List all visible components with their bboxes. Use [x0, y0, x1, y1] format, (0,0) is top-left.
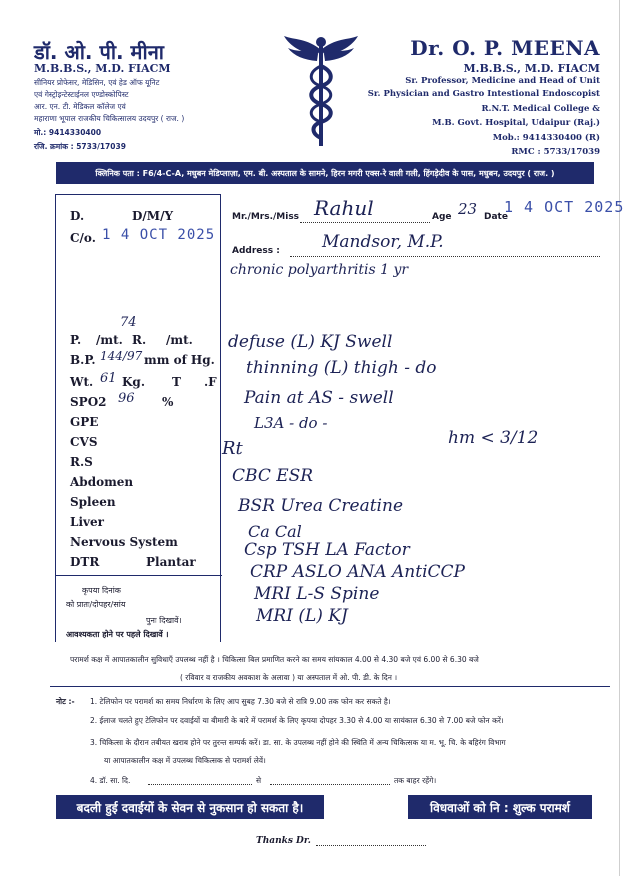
- bp-label: B.P.: [70, 353, 96, 367]
- note-label: नोट :-: [56, 697, 75, 706]
- resp-label: R.: [132, 333, 147, 347]
- dtr-label: DTR: [70, 555, 100, 569]
- rx-note-8: CBC ESR: [232, 466, 314, 486]
- note-2: 2. ईलाज चलते हुए टेलिफोन पर दवाईयों या बीमारी के बारे में परामर्श के लिए कृपया दोपहर 3.30 से 4.00 या सायंकाल 6.30 से 7.00 बजे फोन करें।: [90, 716, 504, 725]
- designation-1: Sr. Professor, Medicine and Head of Unit: [405, 76, 600, 86]
- note-1: 1. टेलिफोन पर परामर्श का समय निर्धारण के लिए आप सुबह 7.30 बजे से रात्रि 9.00 तक फोन कर सकते है।: [90, 697, 391, 706]
- rx-note-5: L3A - do -: [254, 414, 328, 432]
- clinic-address-band: क्लिनिक पता : F6/4-C-A, मधुबन मेडिप्लाज़ा, एम. बी. अस्पताल के सामने, हिरन मगरी एक्स-रे वाली गली, हिंगड़ेदीव के पास, मधुबन, उदयपुर ( राज. ): [56, 162, 594, 184]
- doctor-degrees: M.B.B.S., M.D. FIACM: [463, 62, 600, 75]
- co-date-stamp: 1 4 OCT 2025: [102, 227, 216, 243]
- exam-spleen: Spleen: [70, 495, 116, 509]
- thanks-label: Thanks Dr.: [256, 836, 311, 846]
- dmy-label: D/M/Y: [132, 209, 174, 223]
- doctor-name: Dr. O. P. MEENA: [410, 36, 600, 60]
- registration-hindi: रजि. क्रमांक : 5733/17039: [34, 142, 126, 151]
- exam-rs: R.S: [70, 455, 93, 469]
- rx-note-4: Pain at AS - swell: [244, 388, 394, 408]
- designation-hindi-3: आर. एन. टी. मेडिकल कॉलेज एवं: [34, 102, 126, 111]
- designation-4: M.B. Govt. Hospital, Udaipur (Raj.): [432, 118, 600, 128]
- doctor-degrees-hindi: M.B.B.S., M.D. FIACM: [34, 62, 171, 75]
- address-label: Address :: [232, 246, 280, 256]
- rx-note-2: defuse (L) KJ Swell: [228, 332, 393, 352]
- footer-divider: [50, 686, 610, 687]
- rx-note-13: MRI L-S Spine: [254, 584, 380, 604]
- patient-name-handwritten: Rahul: [314, 196, 374, 220]
- co-label: C/o.: [70, 231, 96, 245]
- spo2-unit: %: [162, 395, 174, 409]
- exam-cvs: CVS: [70, 435, 98, 449]
- bp-unit: mm of Hg.: [144, 353, 215, 367]
- followup-line-4: आवश्यकता होने पर पहले दिखावें ।: [66, 630, 169, 639]
- date-label: D.: [70, 209, 85, 223]
- note-4-start: 4. डॉ. सा. दि.: [90, 776, 131, 785]
- doctor-name-hindi: डॉ. ओ. पी. मीना: [34, 40, 164, 64]
- rx-note-7: hm < 3/12: [448, 428, 539, 448]
- weight-value-handwritten: 61: [100, 371, 117, 386]
- spo2-label: SPO2: [70, 395, 107, 409]
- designation-hindi-1: सीनियर प्रोफेसर, मेडिसिन, एवं हेड ऑफ यूनिट: [34, 78, 160, 87]
- exam-gpe: GPE: [70, 415, 99, 429]
- emergency-notice-1: परामर्श कक्ष में आपातकालीन सुविधाएँ उपलब्ध नहीं है । चिकित्सा बिल प्रमाणित करने का समय सांयकाल 4.00 से 4.30 बजे एवं 6.00 से 6.30 बजे: [70, 655, 479, 664]
- followup-line-1: कृपया दिनांक: [82, 586, 121, 595]
- thanks-dotline: [316, 845, 426, 846]
- caduceus-icon: [282, 30, 360, 150]
- weight-unit: Kg.: [122, 375, 145, 389]
- designation-3: R.N.T. Medical College &: [481, 104, 600, 114]
- emergency-notice-2: ( रविवार व राजकीय अवकाश के अलावा ) या अस्पताल में ओ. पी. डी. के दिन ।: [180, 673, 398, 682]
- rx-note-10: Ca Cal: [248, 522, 302, 541]
- rx-note-3: thinning (L) thigh - do: [246, 358, 437, 378]
- rx-note-6: Rt: [222, 438, 243, 459]
- temp-unit: .F: [204, 375, 217, 389]
- exam-abdomen: Abdomen: [70, 475, 134, 489]
- patient-name-label: Mr./Mrs./Miss: [232, 212, 300, 222]
- note-3a: 3. चिकित्सा के दौरान तबीयत खराब होने पर तुरन्त सम्पर्क करें। डा. सा. के उपलब्ध नहीं होने की स्थिति में अन्य चिकित्सक या म. भू. चि. के बहिरंग विभाग: [90, 738, 506, 747]
- designation-hindi-4: महाराणा भूपाल राजकीय चिकित्सालय उदयपुर ( राज. ): [34, 114, 185, 123]
- scan-edge-line: [619, 0, 620, 876]
- rmc-number: RMC : 5733/17039: [511, 147, 600, 157]
- followup-divider: [56, 575, 222, 576]
- rx-note-11: Csp TSH LA Factor: [244, 540, 410, 560]
- pulse-unit: /mt.: [96, 333, 123, 347]
- designation-2: Sr. Physician and Gastro Intestional Endoscopist: [367, 89, 600, 99]
- bp-value-handwritten: 144/97: [100, 349, 143, 363]
- weight-label: Wt.: [70, 375, 94, 389]
- rx-note-9: BSR Urea Creatine: [238, 496, 404, 516]
- temp-label: T: [172, 375, 181, 389]
- note-4-dotline-2: [270, 784, 390, 785]
- designation-hindi-2: एवं गेस्ट्रोइन्टेस्टाईनल एण्डोस्कोपिस्ट: [34, 90, 129, 99]
- date-label-right: Date: [484, 212, 508, 222]
- pulse-label: P.: [70, 333, 82, 347]
- resp-rate-handwritten: 74: [120, 315, 137, 330]
- medicine-warning-bar: बदली हुई दवाईयों के सेवन से नुकसान हो सकता है।: [56, 795, 324, 819]
- address-dotline: [290, 256, 600, 257]
- address-handwritten: Mandsor, M.P.: [322, 232, 444, 252]
- exam-liver: Liver: [70, 515, 104, 529]
- date-stamp: 1 4 OCT 2025: [504, 198, 625, 216]
- followup-line-2: को प्रातः/दोपहर/सांय: [66, 600, 126, 609]
- note-4-dotline-1: [148, 784, 252, 785]
- patient-name-dotline: [300, 222, 430, 223]
- rx-note-1: chronic polyarthritis 1 yr: [230, 262, 409, 278]
- plantar-label: Plantar: [146, 555, 196, 569]
- rx-note-12: CRP ASLO ANA AntiCCP: [250, 562, 465, 582]
- vitals-panel: [55, 194, 221, 642]
- mobile-number: Mob.: 9414330400 (R): [492, 133, 600, 143]
- mobile-hindi: मो.: 9414330400: [34, 128, 102, 137]
- rx-note-14: MRI (L) KJ: [256, 606, 348, 626]
- followup-line-3: पुनः दिखावें।: [146, 616, 182, 625]
- note-4-end: तक बाहर रहेंगे।: [394, 776, 437, 785]
- exam-nervous-system: Nervous System: [70, 535, 178, 549]
- note-4-middle: से: [256, 776, 262, 785]
- age-label: Age: [432, 212, 452, 222]
- widow-free-consult-bar: विधवाओं को नि : शुल्क परामर्श: [408, 795, 592, 819]
- resp-unit: /mt.: [166, 333, 193, 347]
- age-handwritten: 23: [458, 200, 478, 218]
- note-3b: या आपातकालीन कक्ष में उपलब्ध चिकित्सक से परामर्श लेवें।: [104, 756, 266, 765]
- spo2-value-handwritten: 96: [118, 391, 135, 406]
